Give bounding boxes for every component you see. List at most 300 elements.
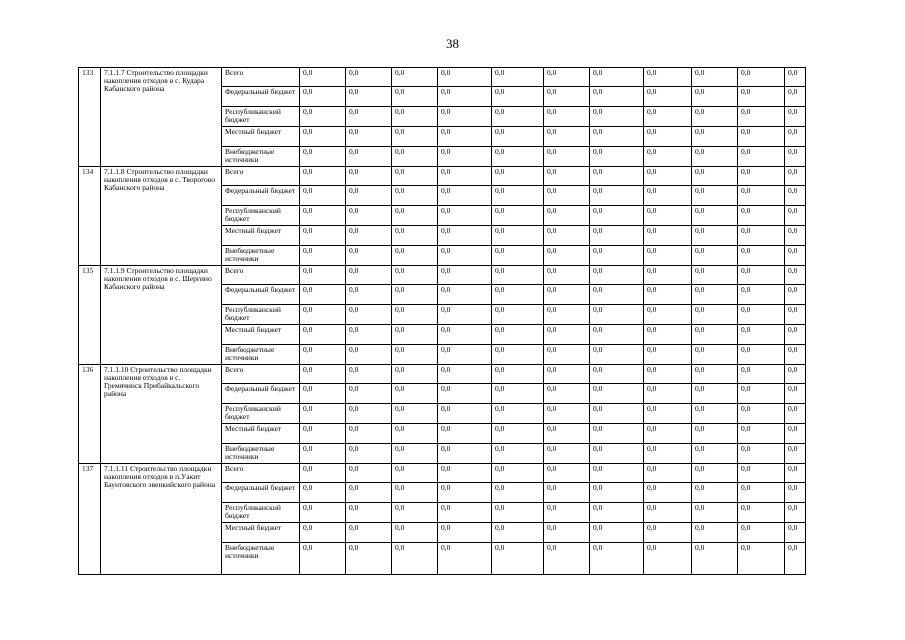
amount-cell: 0,0 <box>644 147 692 167</box>
amount-cell: 0,0 <box>785 107 806 127</box>
amount-cell: 0,0 <box>644 483 692 503</box>
amount-cell: 0,0 <box>392 345 438 365</box>
funding-source-label: Республиканский бюджет <box>222 107 300 127</box>
amount-cell: 0,0 <box>492 127 544 147</box>
amount-cell: 0,0 <box>544 87 590 107</box>
amount-cell: 0,0 <box>785 167 806 186</box>
amount-cell: 0,0 <box>346 523 392 543</box>
amount-cell: 0,0 <box>492 444 544 464</box>
amount-cell: 0,0 <box>392 68 438 87</box>
amount-cell: 0,0 <box>692 503 738 523</box>
amount-cell: 0,0 <box>346 147 392 167</box>
amount-cell: 0,0 <box>544 365 590 384</box>
amount-cell: 0,0 <box>300 127 346 147</box>
amount-cell: 0,0 <box>438 285 492 305</box>
amount-cell: 0,0 <box>692 444 738 464</box>
amount-cell: 0,0 <box>644 206 692 226</box>
amount-cell: 0,0 <box>438 147 492 167</box>
amount-cell: 0,0 <box>392 424 438 444</box>
amount-cell: 0,0 <box>644 68 692 87</box>
amount-cell: 0,0 <box>300 464 346 483</box>
amount-cell: 0,0 <box>590 365 644 384</box>
amount-cell: 0,0 <box>692 543 738 575</box>
amount-cell: 0,0 <box>544 127 590 147</box>
funding-source-label: Местный бюджет <box>222 424 300 444</box>
amount-cell: 0,0 <box>346 266 392 285</box>
amount-cell: 0,0 <box>300 483 346 503</box>
amount-cell: 0,0 <box>738 68 785 87</box>
amount-cell: 0,0 <box>785 87 806 107</box>
funding-source-label: Всего <box>222 68 300 87</box>
amount-cell: 0,0 <box>492 226 544 246</box>
amount-cell: 0,0 <box>438 404 492 424</box>
amount-cell: 0,0 <box>492 68 544 87</box>
amount-cell: 0,0 <box>738 464 785 483</box>
amount-cell: 0,0 <box>692 384 738 404</box>
budget-table-body <box>79 68 806 575</box>
amount-cell: 0,0 <box>300 365 346 384</box>
amount-cell: 0,0 <box>738 365 785 384</box>
amount-cell: 0,0 <box>692 147 738 167</box>
amount-cell: 0,0 <box>590 107 644 127</box>
amount-cell: 0,0 <box>300 186 346 206</box>
amount-cell: 0,0 <box>392 246 438 266</box>
amount-cell: 0,0 <box>492 543 544 575</box>
amount-cell: 0,0 <box>785 305 806 325</box>
amount-cell: 0,0 <box>692 464 738 483</box>
amount-cell: 0,0 <box>300 305 346 325</box>
measure-title: 7.1.1.7 Строительство площадки накопления отходов в с. Кудара Кабанского района <box>101 68 222 167</box>
amount-cell: 0,0 <box>785 483 806 503</box>
amount-cell: 0,0 <box>438 345 492 365</box>
table-row <box>79 167 806 186</box>
amount-cell: 0,0 <box>392 523 438 543</box>
amount-cell: 0,0 <box>785 325 806 345</box>
amount-cell: 0,0 <box>438 305 492 325</box>
amount-cell: 0,0 <box>492 365 544 384</box>
amount-cell: 0,0 <box>392 543 438 575</box>
amount-cell: 0,0 <box>692 483 738 503</box>
row-number: 134 <box>79 167 101 266</box>
amount-cell: 0,0 <box>544 345 590 365</box>
amount-cell: 0,0 <box>492 186 544 206</box>
amount-cell: 0,0 <box>738 285 785 305</box>
amount-cell: 0,0 <box>392 444 438 464</box>
amount-cell: 0,0 <box>785 266 806 285</box>
amount-cell: 0,0 <box>644 404 692 424</box>
amount-cell: 0,0 <box>392 186 438 206</box>
amount-cell: 0,0 <box>438 68 492 87</box>
amount-cell: 0,0 <box>785 384 806 404</box>
funding-source-label: Республиканский бюджет <box>222 305 300 325</box>
measure-title: 7.1.1.9 Строительство площадки накопления отходов в с. Шергино Кабанского района <box>101 266 222 365</box>
amount-cell: 0,0 <box>785 503 806 523</box>
amount-cell: 0,0 <box>300 345 346 365</box>
amount-cell: 0,0 <box>392 404 438 424</box>
amount-cell: 0,0 <box>346 285 392 305</box>
amount-cell: 0,0 <box>692 246 738 266</box>
amount-cell: 0,0 <box>392 167 438 186</box>
amount-cell: 0,0 <box>692 404 738 424</box>
amount-cell: 0,0 <box>346 107 392 127</box>
amount-cell: 0,0 <box>438 226 492 246</box>
amount-cell: 0,0 <box>492 107 544 127</box>
funding-source-label: Всего <box>222 365 300 384</box>
amount-cell: 0,0 <box>300 226 346 246</box>
funding-source-label: Внебюджетные источники <box>222 246 300 266</box>
funding-source-label: Местный бюджет <box>222 127 300 147</box>
amount-cell: 0,0 <box>785 404 806 424</box>
amount-cell: 0,0 <box>392 384 438 404</box>
amount-cell: 0,0 <box>738 167 785 186</box>
amount-cell: 0,0 <box>590 503 644 523</box>
amount-cell: 0,0 <box>738 206 785 226</box>
amount-cell: 0,0 <box>738 424 785 444</box>
amount-cell: 0,0 <box>644 365 692 384</box>
amount-cell: 0,0 <box>438 384 492 404</box>
funding-source-label: Внебюджетные источники <box>222 345 300 365</box>
amount-cell: 0,0 <box>300 404 346 424</box>
amount-cell: 0,0 <box>590 127 644 147</box>
amount-cell: 0,0 <box>738 325 785 345</box>
budget-table <box>78 67 806 575</box>
amount-cell: 0,0 <box>492 404 544 424</box>
amount-cell: 0,0 <box>644 127 692 147</box>
amount-cell: 0,0 <box>738 226 785 246</box>
amount-cell: 0,0 <box>738 246 785 266</box>
amount-cell: 0,0 <box>590 523 644 543</box>
amount-cell: 0,0 <box>544 167 590 186</box>
amount-cell: 0,0 <box>590 87 644 107</box>
amount-cell: 0,0 <box>346 206 392 226</box>
amount-cell: 0,0 <box>692 325 738 345</box>
amount-cell: 0,0 <box>738 107 785 127</box>
amount-cell: 0,0 <box>492 345 544 365</box>
amount-cell: 0,0 <box>300 206 346 226</box>
amount-cell: 0,0 <box>544 483 590 503</box>
amount-cell: 0,0 <box>544 226 590 246</box>
amount-cell: 0,0 <box>544 68 590 87</box>
amount-cell: 0,0 <box>300 266 346 285</box>
amount-cell: 0,0 <box>492 503 544 523</box>
amount-cell: 0,0 <box>300 384 346 404</box>
amount-cell: 0,0 <box>644 226 692 246</box>
funding-source-label: Внебюджетные источники <box>222 444 300 464</box>
amount-cell: 0,0 <box>392 464 438 483</box>
amount-cell: 0,0 <box>544 305 590 325</box>
funding-source-label: Всего <box>222 167 300 186</box>
amount-cell: 0,0 <box>644 266 692 285</box>
amount-cell: 0,0 <box>738 305 785 325</box>
funding-source-label: Республиканский бюджет <box>222 206 300 226</box>
amount-cell: 0,0 <box>492 384 544 404</box>
amount-cell: 0,0 <box>644 384 692 404</box>
amount-cell: 0,0 <box>590 444 644 464</box>
amount-cell: 0,0 <box>692 107 738 127</box>
amount-cell: 0,0 <box>346 246 392 266</box>
amount-cell: 0,0 <box>738 404 785 424</box>
amount-cell: 0,0 <box>738 186 785 206</box>
row-number: 137 <box>79 464 101 575</box>
amount-cell: 0,0 <box>544 464 590 483</box>
amount-cell: 0,0 <box>738 444 785 464</box>
amount-cell: 0,0 <box>644 167 692 186</box>
amount-cell: 0,0 <box>346 483 392 503</box>
amount-cell: 0,0 <box>785 464 806 483</box>
amount-cell: 0,0 <box>346 186 392 206</box>
amount-cell: 0,0 <box>544 503 590 523</box>
amount-cell: 0,0 <box>738 384 785 404</box>
amount-cell: 0,0 <box>392 107 438 127</box>
amount-cell: 0,0 <box>738 266 785 285</box>
measure-title: 7.1.1.8 Строительство площадки накопления отходов в с. Творогово Кабанского района <box>101 167 222 266</box>
amount-cell: 0,0 <box>438 167 492 186</box>
amount-cell: 0,0 <box>692 127 738 147</box>
row-number: 133 <box>79 68 101 167</box>
amount-cell: 0,0 <box>544 107 590 127</box>
amount-cell: 0,0 <box>392 266 438 285</box>
measure-title: 7.1.1.11 Строительство площадки накопления отходов в п.Уакит Баунтовского эвенкийского района <box>101 464 222 575</box>
amount-cell: 0,0 <box>300 147 346 167</box>
funding-source-label: Республиканский бюджет <box>222 503 300 523</box>
amount-cell: 0,0 <box>692 285 738 305</box>
amount-cell: 0,0 <box>590 147 644 167</box>
amount-cell: 0,0 <box>785 206 806 226</box>
amount-cell: 0,0 <box>590 404 644 424</box>
amount-cell: 0,0 <box>590 543 644 575</box>
amount-cell: 0,0 <box>300 523 346 543</box>
amount-cell: 0,0 <box>738 523 785 543</box>
amount-cell: 0,0 <box>492 464 544 483</box>
amount-cell: 0,0 <box>544 206 590 226</box>
amount-cell: 0,0 <box>346 365 392 384</box>
amount-cell: 0,0 <box>590 424 644 444</box>
amount-cell: 0,0 <box>692 68 738 87</box>
amount-cell: 0,0 <box>438 365 492 384</box>
amount-cell: 0,0 <box>438 543 492 575</box>
amount-cell: 0,0 <box>392 365 438 384</box>
amount-cell: 0,0 <box>544 543 590 575</box>
funding-source-label: Местный бюджет <box>222 523 300 543</box>
funding-source-label: Республиканский бюджет <box>222 404 300 424</box>
amount-cell: 0,0 <box>644 444 692 464</box>
amount-cell: 0,0 <box>644 464 692 483</box>
amount-cell: 0,0 <box>492 523 544 543</box>
amount-cell: 0,0 <box>738 127 785 147</box>
amount-cell: 0,0 <box>346 384 392 404</box>
amount-cell: 0,0 <box>438 483 492 503</box>
amount-cell: 0,0 <box>300 503 346 523</box>
amount-cell: 0,0 <box>438 87 492 107</box>
amount-cell: 0,0 <box>492 424 544 444</box>
amount-cell: 0,0 <box>544 404 590 424</box>
amount-cell: 0,0 <box>346 464 392 483</box>
amount-cell: 0,0 <box>785 246 806 266</box>
amount-cell: 0,0 <box>300 167 346 186</box>
amount-cell: 0,0 <box>346 404 392 424</box>
amount-cell: 0,0 <box>544 424 590 444</box>
amount-cell: 0,0 <box>346 127 392 147</box>
amount-cell: 0,0 <box>300 444 346 464</box>
amount-cell: 0,0 <box>590 285 644 305</box>
table-row <box>79 365 806 384</box>
row-number: 135 <box>79 266 101 365</box>
amount-cell: 0,0 <box>438 464 492 483</box>
amount-cell: 0,0 <box>692 266 738 285</box>
amount-cell: 0,0 <box>590 464 644 483</box>
amount-cell: 0,0 <box>346 167 392 186</box>
amount-cell: 0,0 <box>392 226 438 246</box>
table-row <box>79 464 806 483</box>
amount-cell: 0,0 <box>590 345 644 365</box>
amount-cell: 0,0 <box>492 325 544 345</box>
amount-cell: 0,0 <box>438 523 492 543</box>
amount-cell: 0,0 <box>644 285 692 305</box>
measure-title: 7.1.1.10 Строительство площадки накопления отходов в с. Гремячинск Прибайкальского района <box>101 365 222 464</box>
amount-cell: 0,0 <box>644 87 692 107</box>
amount-cell: 0,0 <box>438 444 492 464</box>
amount-cell: 0,0 <box>590 167 644 186</box>
amount-cell: 0,0 <box>785 127 806 147</box>
amount-cell: 0,0 <box>492 167 544 186</box>
amount-cell: 0,0 <box>692 186 738 206</box>
funding-source-label: Местный бюджет <box>222 226 300 246</box>
amount-cell: 0,0 <box>300 107 346 127</box>
amount-cell: 0,0 <box>590 186 644 206</box>
amount-cell: 0,0 <box>590 206 644 226</box>
amount-cell: 0,0 <box>692 226 738 246</box>
amount-cell: 0,0 <box>492 483 544 503</box>
amount-cell: 0,0 <box>644 246 692 266</box>
amount-cell: 0,0 <box>644 305 692 325</box>
funding-source-label: Федеральный бюджет <box>222 384 300 404</box>
funding-source-label: Федеральный бюджет <box>222 285 300 305</box>
amount-cell: 0,0 <box>692 345 738 365</box>
amount-cell: 0,0 <box>346 424 392 444</box>
amount-cell: 0,0 <box>392 206 438 226</box>
amount-cell: 0,0 <box>346 503 392 523</box>
amount-cell: 0,0 <box>692 167 738 186</box>
amount-cell: 0,0 <box>644 186 692 206</box>
amount-cell: 0,0 <box>300 87 346 107</box>
amount-cell: 0,0 <box>738 503 785 523</box>
amount-cell: 0,0 <box>492 285 544 305</box>
amount-cell: 0,0 <box>544 147 590 167</box>
amount-cell: 0,0 <box>785 365 806 384</box>
amount-cell: 0,0 <box>785 226 806 246</box>
amount-cell: 0,0 <box>785 147 806 167</box>
page-number: 38 <box>446 36 459 51</box>
amount-cell: 0,0 <box>346 305 392 325</box>
table-row <box>79 266 806 285</box>
amount-cell: 0,0 <box>300 68 346 87</box>
row-number: 136 <box>79 365 101 464</box>
amount-cell: 0,0 <box>438 107 492 127</box>
amount-cell: 0,0 <box>590 246 644 266</box>
amount-cell: 0,0 <box>346 444 392 464</box>
amount-cell: 0,0 <box>644 325 692 345</box>
amount-cell: 0,0 <box>392 87 438 107</box>
table-row <box>79 68 806 87</box>
amount-cell: 0,0 <box>644 523 692 543</box>
amount-cell: 0,0 <box>300 543 346 575</box>
amount-cell: 0,0 <box>644 107 692 127</box>
amount-cell: 0,0 <box>392 127 438 147</box>
funding-source-label: Местный бюджет <box>222 325 300 345</box>
amount-cell: 0,0 <box>644 503 692 523</box>
amount-cell: 0,0 <box>438 266 492 285</box>
amount-cell: 0,0 <box>544 285 590 305</box>
amount-cell: 0,0 <box>492 147 544 167</box>
amount-cell: 0,0 <box>392 325 438 345</box>
amount-cell: 0,0 <box>590 226 644 246</box>
amount-cell: 0,0 <box>544 186 590 206</box>
funding-source-label: Федеральный бюджет <box>222 483 300 503</box>
amount-cell: 0,0 <box>785 543 806 575</box>
amount-cell: 0,0 <box>692 523 738 543</box>
amount-cell: 0,0 <box>692 87 738 107</box>
amount-cell: 0,0 <box>392 285 438 305</box>
amount-cell: 0,0 <box>544 384 590 404</box>
amount-cell: 0,0 <box>492 87 544 107</box>
amount-cell: 0,0 <box>544 325 590 345</box>
amount-cell: 0,0 <box>644 543 692 575</box>
amount-cell: 0,0 <box>544 266 590 285</box>
amount-cell: 0,0 <box>738 87 785 107</box>
amount-cell: 0,0 <box>692 365 738 384</box>
amount-cell: 0,0 <box>738 147 785 167</box>
amount-cell: 0,0 <box>438 424 492 444</box>
amount-cell: 0,0 <box>785 444 806 464</box>
amount-cell: 0,0 <box>644 345 692 365</box>
amount-cell: 0,0 <box>785 68 806 87</box>
amount-cell: 0,0 <box>492 266 544 285</box>
amount-cell: 0,0 <box>590 325 644 345</box>
funding-source-label: Всего <box>222 266 300 285</box>
funding-source-label: Всего <box>222 464 300 483</box>
amount-cell: 0,0 <box>346 325 392 345</box>
amount-cell: 0,0 <box>692 206 738 226</box>
amount-cell: 0,0 <box>692 424 738 444</box>
amount-cell: 0,0 <box>492 305 544 325</box>
amount-cell: 0,0 <box>438 206 492 226</box>
amount-cell: 0,0 <box>785 285 806 305</box>
amount-cell: 0,0 <box>785 424 806 444</box>
amount-cell: 0,0 <box>544 246 590 266</box>
amount-cell: 0,0 <box>346 543 392 575</box>
amount-cell: 0,0 <box>492 206 544 226</box>
amount-cell: 0,0 <box>590 384 644 404</box>
amount-cell: 0,0 <box>346 226 392 246</box>
funding-source-label: Внебюджетные источники <box>222 543 300 575</box>
amount-cell: 0,0 <box>590 68 644 87</box>
amount-cell: 0,0 <box>785 523 806 543</box>
amount-cell: 0,0 <box>590 266 644 285</box>
amount-cell: 0,0 <box>392 305 438 325</box>
amount-cell: 0,0 <box>300 285 346 305</box>
amount-cell: 0,0 <box>438 325 492 345</box>
amount-cell: 0,0 <box>738 345 785 365</box>
funding-source-label: Федеральный бюджет <box>222 87 300 107</box>
amount-cell: 0,0 <box>785 345 806 365</box>
amount-cell: 0,0 <box>644 424 692 444</box>
amount-cell: 0,0 <box>692 305 738 325</box>
amount-cell: 0,0 <box>392 483 438 503</box>
amount-cell: 0,0 <box>438 503 492 523</box>
amount-cell: 0,0 <box>346 345 392 365</box>
amount-cell: 0,0 <box>300 424 346 444</box>
amount-cell: 0,0 <box>438 127 492 147</box>
